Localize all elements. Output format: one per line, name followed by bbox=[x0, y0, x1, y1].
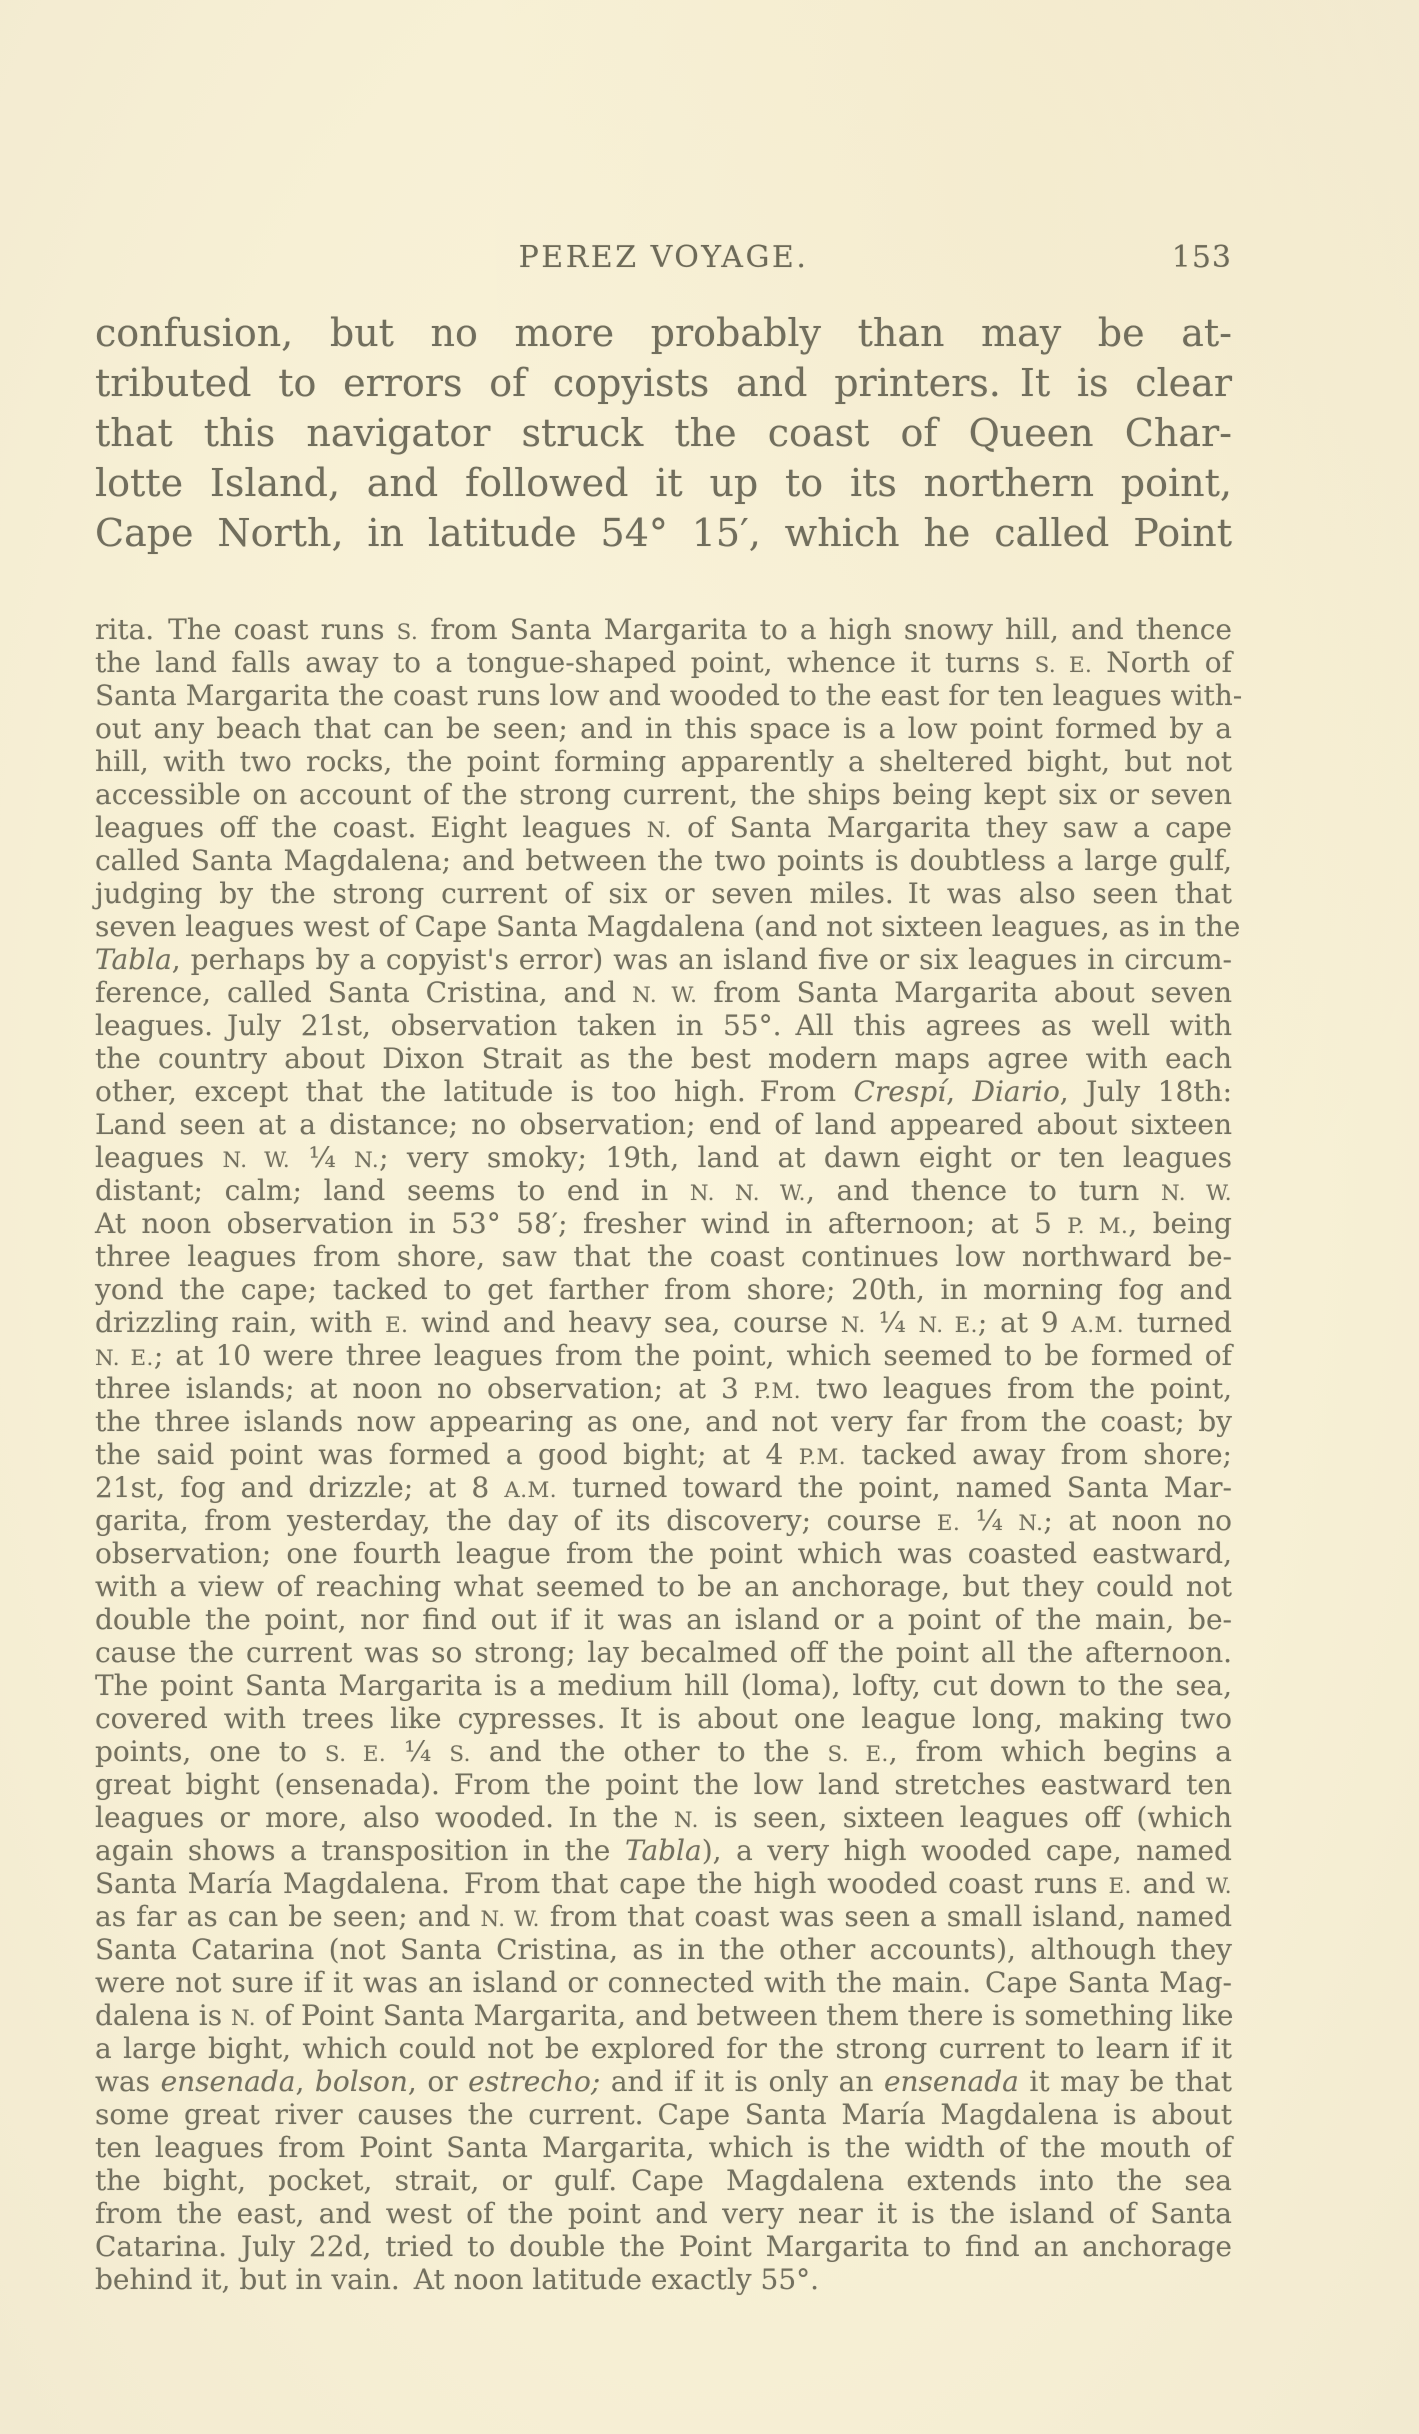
footnote-line: points, one to S. E. ¼ S. and the other to the S. E., from which begins a bbox=[95, 1735, 1233, 1768]
footnote-line: leagues N. W. ¼ N.; very smoky; 19th, land at dawn eight or ten leagues bbox=[95, 1141, 1232, 1174]
small-caps-text: N. bbox=[354, 1148, 380, 1173]
footnote-line: judging by the strong current of six or seven miles. It was also seen that bbox=[95, 877, 1232, 910]
footnote-line: called Santa Magdalena; and between the two points is doubtless a large gulf, bbox=[95, 844, 1232, 877]
footnote-line: drizzling rain, with E. wind and heavy sea, course N. ¼ N. E.; at 9 A.M. turned bbox=[95, 1306, 1232, 1339]
footnote-line: At noon observation in 53° 58′; fresher wind in afternoon; at 5 P. M., being bbox=[95, 1207, 1232, 1240]
footnote-line: the land falls away to a tongue-shaped point, whence it turns S. E. North of bbox=[95, 646, 1232, 679]
main-text-line: confusion, but no more probably than may be at- bbox=[95, 311, 1232, 355]
footnote-line: seven leagues west of Cape Santa Magdalena (and not sixteen leagues, as in the bbox=[95, 910, 1241, 943]
footnote-line: dalena is N. of Point Santa Margarita, and between them there is something like bbox=[95, 1999, 1234, 2032]
main-paragraph bbox=[95, 308, 1232, 558]
footnote-line: other, except that the latitude is too high. From Crespí, Diario, July 18th: bbox=[95, 1075, 1232, 1108]
footnote-line: Catarina. July 22d, tried to double the Point Margarita to find an anchorage bbox=[95, 2230, 1232, 2263]
small-caps-text: N. W. bbox=[222, 1148, 291, 1173]
footnote-line: leagues or more, also wooded. In the N. is seen, sixteen leagues off (which bbox=[95, 1801, 1232, 1834]
footnote-line: three islands; at noon no observation; at 3 P.M. two leagues from the point, bbox=[95, 1372, 1232, 1405]
small-caps-text: A.M. bbox=[1071, 1313, 1125, 1338]
main-text-line: that this navigator struck the coast of Queen Char- bbox=[95, 411, 1232, 455]
footnote-line: yond the cape; tacked to get farther from shore; 20th, in morning fog and bbox=[95, 1273, 1232, 1306]
small-caps-text: N. bbox=[673, 1808, 699, 1833]
small-caps-text: S. E. bbox=[324, 1742, 387, 1767]
footnote-line: three leagues from shore, saw that the coast continues low northward be- bbox=[95, 1240, 1232, 1273]
footnote-line: behind it, but in vain. At noon latitude exactly 55°. bbox=[95, 2263, 820, 2296]
small-caps-text: N. W. bbox=[1161, 1181, 1232, 1206]
footnote-line: accessible on account of the strong current, the ships being kept six or seven bbox=[95, 778, 1232, 811]
footnote-line: hill, with two rocks, the point forming apparently a sheltered bight, but not bbox=[95, 745, 1232, 778]
footnote-line: The point Santa Margarita is a medium hill (loma), lofty, cut down to the sea, bbox=[95, 1669, 1232, 1702]
footnote-line: Tabla, perhaps by a copyist's error) was an island five or six leagues in circum- bbox=[95, 943, 1232, 976]
footnote-line: N. E.; at 10 were three leagues from the point, which seemed to be formed of bbox=[95, 1339, 1232, 1372]
footnote-line: was ensenada, bolson, or estrecho; and if it is only an ensenada it may be that bbox=[95, 2065, 1232, 2098]
footnote-line: ten leagues from Point Santa Margarita, which is the width of the mouth of bbox=[95, 2131, 1232, 2164]
footnote-line: 21st, fog and drizzle; at 8 A.M. turned toward the point, named Santa Mar- bbox=[95, 1471, 1232, 1504]
small-caps-text: P.M. bbox=[753, 1379, 802, 1404]
footnote-line: Santa Margarita the coast runs low and wooded to the east for ten leagues with- bbox=[95, 679, 1243, 712]
small-caps-text: N. bbox=[646, 818, 672, 843]
footnote-line: the said point was formed a good bight; at 4 P.M. tacked away from shore; bbox=[95, 1438, 1232, 1471]
footnote-line: Santa Catarina (not Santa Cristina, as in the other accounts), although they bbox=[95, 1933, 1232, 1966]
footnote-line: great bight (ensenada). From the point the low land stretches eastward ten bbox=[95, 1768, 1232, 1801]
footnote-line: with a view of reaching what seemed to be an anchorage, but they could not bbox=[95, 1570, 1232, 1603]
small-caps-text: S. bbox=[396, 620, 419, 645]
small-caps-text: N. bbox=[1018, 1511, 1044, 1536]
footnote-line: observation; one fourth league from the point which was coasted eastward, bbox=[95, 1537, 1232, 1570]
footnote-block bbox=[95, 613, 1243, 2296]
small-caps-text: P.M. bbox=[798, 1445, 847, 1470]
small-caps-text: N. E. bbox=[95, 1346, 154, 1371]
small-caps-text: N. W. bbox=[480, 1907, 540, 1932]
small-caps-text: A.M. bbox=[504, 1478, 558, 1503]
footnote-line: leagues. July 21st, observation taken in 55°. All this agrees as well with bbox=[95, 1009, 1232, 1042]
small-caps-text: S. E. bbox=[827, 1742, 889, 1767]
small-caps-text: N. W. bbox=[632, 983, 698, 1008]
small-caps-text: E. bbox=[1108, 1874, 1132, 1899]
footnote-line: rita. The coast runs S. from Santa Margarita to a high snowy hill, and thence bbox=[95, 613, 1232, 646]
main-text-line: lotte Island, and followed it up to its northern point, bbox=[95, 461, 1232, 505]
small-caps-text: S. bbox=[449, 1742, 471, 1767]
small-caps-text: W. bbox=[1206, 1874, 1232, 1899]
small-caps-text: E. bbox=[385, 1313, 409, 1338]
footnote-line: out any beach that can be seen; and in this space is a low point formed by a bbox=[95, 712, 1232, 745]
footnote-line: as far as can be seen; and N. W. from that coast was seen a small island, named bbox=[95, 1900, 1233, 1933]
footnote-line: from the east, and west of the point and very near it is the island of Santa bbox=[95, 2197, 1232, 2230]
small-caps-text: N. E. bbox=[918, 1313, 978, 1338]
small-caps-text: N. bbox=[840, 1313, 866, 1338]
footnote-line: garita, from yesterday, the day of its discovery; course E. ¼ N.; at noon no bbox=[95, 1504, 1232, 1537]
main-text-line: Cape North, in latitude 54° 15′, which he called Point bbox=[95, 511, 1232, 555]
footnote-line: the three islands now appearing as one, and not very far from the coast; by bbox=[95, 1405, 1232, 1438]
footnote-line: ference, called Santa Cristina, and N. W. from Santa Margarita about seven bbox=[95, 976, 1232, 1009]
footnote-line: distant; calm; land seems to end in N. N. W., and thence to turn N. W. bbox=[95, 1174, 1232, 1207]
footnote-line: a large bight, which could not be explored for the strong current to learn if it bbox=[95, 2032, 1232, 2065]
small-caps-text: S. E. bbox=[1034, 653, 1093, 678]
footnote-line: Santa María Magdalena. From that cape the high wooded coast runs E. and W. bbox=[95, 1867, 1232, 1900]
small-caps-text: N. bbox=[231, 2006, 257, 2031]
footnote-line: were not sure if it was an island or connected with the main. Cape Santa Mag- bbox=[95, 1966, 1232, 1999]
footnote-line: cause the current was so strong; lay becalmed off the point all the afternoon. bbox=[95, 1636, 1232, 1669]
running-head bbox=[95, 240, 1232, 275]
running-head-title: PEREZ VOYAGE. bbox=[518, 240, 809, 275]
footnote-line: covered with trees like cypresses. It is about one league long, making two bbox=[95, 1702, 1232, 1735]
small-caps-text: P. M. bbox=[1067, 1214, 1129, 1239]
small-caps-text: E. bbox=[936, 1511, 961, 1536]
footnote-line: the bight, pocket, strait, or gulf. Cape Magdalena extends into the sea bbox=[95, 2164, 1232, 2197]
footnote-line: double the point, nor find out if it was an island or a point of the main, be- bbox=[95, 1603, 1232, 1636]
footnote-line: the country about Dixon Strait as the best modern maps agree with each bbox=[95, 1042, 1232, 1075]
footnote-line: some great river causes the current. Cape Santa María Magdalena is about bbox=[95, 2098, 1232, 2131]
page-number: 153 bbox=[1171, 240, 1232, 275]
footnote-line: again shows a transposition in the Tabla), a very high wooded cape, named bbox=[95, 1834, 1232, 1867]
footnote-line: Land seen at a distance; no observation; end of land appeared about sixteen bbox=[95, 1108, 1232, 1141]
small-caps-text: N. N. W. bbox=[689, 1181, 806, 1206]
footnote-line: leagues off the coast. Eight leagues N. of Santa Margarita they saw a cape bbox=[95, 811, 1232, 844]
main-text-line: tributed to errors of copyists and printers. It is clear bbox=[95, 361, 1232, 405]
